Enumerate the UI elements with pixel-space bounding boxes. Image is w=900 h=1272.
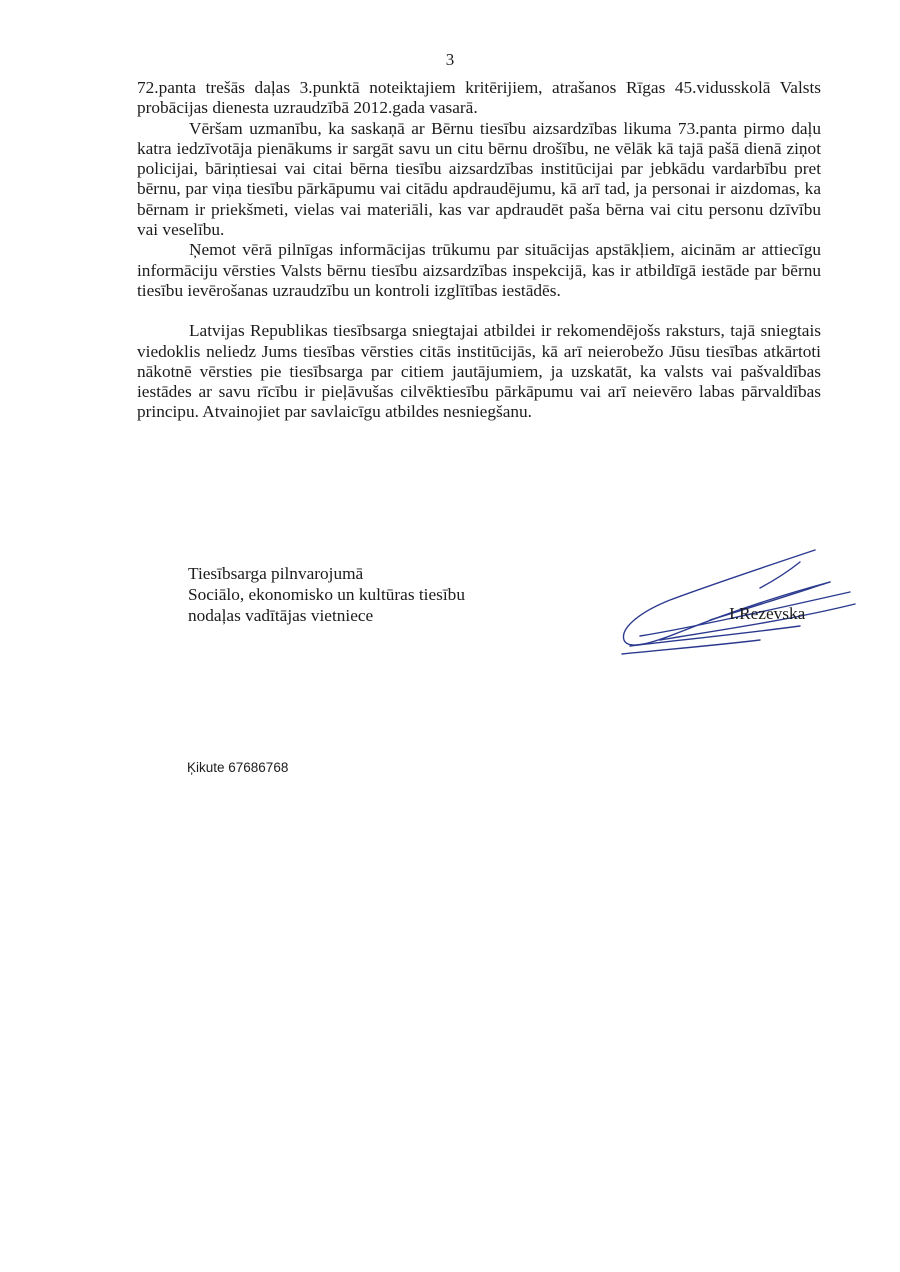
signatory-line-2: Sociālo, ekonomisko un kultūras tiesību	[188, 585, 465, 604]
contact-info: Ķikute 67686768	[187, 760, 289, 775]
paragraph-inspection-referral: Ņemot vērā pilnīgas informācijas trūkumu par situācijas apstākļiem, aicinām ar attiecīgu informāciju vērsties Valsts bērnu tiesību aizsardzības inspekcijā, kas ir atbildīgā iestāde par bērnu tiesību ievērošanas uzraudzību un kontroli izglītības iestādēs.	[137, 240, 821, 300]
page-number: 3	[445, 50, 455, 69]
letter-body	[137, 78, 821, 423]
paragraph-child-protection-duty: Vēršam uzmanību, ka saskaņā ar Bērnu tiesību aizsardzības likuma 73.panta pirmo daļu katra iedzīvotāja pienākums ir sargāt savu un citu bērnu drošību, ne vēlāk kā tajā pašā dienā ziņot policijai, bāriņtiesai vai citai bērna tiesību aizsardzības institūcijai par jebkādu vardarbību pret bērnu, par viņa tiesību pārkāpumu vai citādu apdraudējumu, kā arī tad, ja personai ir aizdomas, ka bērnam ir priekšmeti, vielas vai materiāli, kas var apdraudēt paša bērna vai citu personu dzīvību vai veselību.	[137, 118, 821, 240]
paragraph-continuation: 72.panta trešās daļas 3.punktā noteiktajiem kritērijiem, atrašanos Rīgas 45.vidusskolā Valsts probācijas dienesta uzraudzībā 2012.gada vasarā.	[137, 78, 821, 118]
signatory-line-1: Tiesībsarga pilnvarojumā	[188, 564, 364, 583]
signatory-line-3: nodaļas vadītājas vietniece	[188, 606, 374, 625]
signatory-position	[188, 563, 465, 626]
paragraph-recommendation-notice: Latvijas Republikas tiesībsarga sniegtajai atbildei ir rekomendējošs raksturs, tajā sniegtais viedoklis neliedz Jums tiesības vērsties citās institūcijās, kā arī neierobežo Jūsu tiesības atkārtoti nākotnē vērsties pie tiesībsarga par citiem jautājumiem, ja uzskatāt, ka valsts vai pašvaldības iestādes ar savu rīcību ir pieļāvušas cilvēktiesību pārkāpumu vai arī neievēro labas pārvaldības principu. Atvainojiet par savlaicīgu atbildes nesniegšanu.	[137, 321, 821, 422]
signer-name: I.Rezevska	[729, 604, 806, 623]
